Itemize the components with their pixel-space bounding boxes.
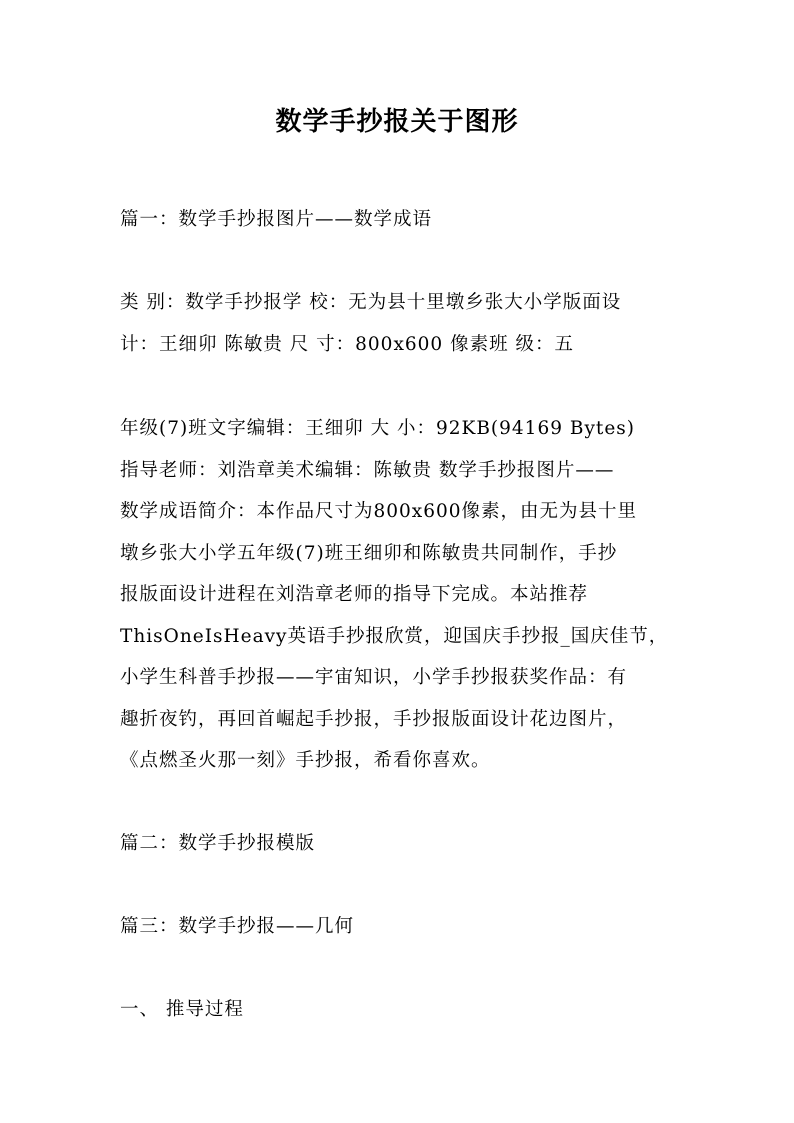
body-line: 墩乡张大小学五年级(7)班王细卯和陈敏贵共同制作，手抄 — [120, 543, 618, 564]
info-line: 计：王细卯 陈敏贵 尺 寸：800x600 像素班 级：五 — [120, 334, 574, 355]
body-line: 报版面设计进程在刘浩章老师的指导下完成。本站推荐 — [120, 584, 589, 605]
body-line: 《点燃圣火那一刻》手抄报，希看你喜欢。 — [120, 750, 491, 771]
body-line: ThisOneIsHeavy英语手抄报欣赏，迎国庆手抄报_国庆佳节， — [120, 626, 669, 647]
section-heading-1: 篇一：数学手抄报图片——数学成语 — [120, 209, 433, 230]
page-title: 数学手抄报关于图形 — [275, 107, 519, 137]
body-line: 小学生科普手抄报——宇宙知识，小学手抄报获奖作品：有 — [120, 667, 628, 688]
list-item: 一、 推导过程 — [120, 999, 244, 1020]
section-heading-2: 篇二：数学手抄报模版 — [120, 833, 316, 854]
section-heading-3: 篇三：数学手抄报——几何 — [120, 916, 355, 937]
info-line: 类 别：数学手抄报学 校：无为县十里墩乡张大小学版面设 — [120, 292, 622, 313]
body-line: 数学成语简介：本作品尺寸为800x600像素，由无为县十里 — [120, 501, 638, 522]
body-line: 趣折夜钓，再回首崛起手抄报，手抄报版面设计花边图片， — [120, 709, 628, 730]
body-line: 指导老师：刘浩章美术编辑：陈敏贵 数学手抄报图片—— — [120, 460, 615, 481]
body-line: 年级(7)班文字编辑：王细卯 大 小：92KB(94169 Bytes) — [120, 418, 636, 439]
